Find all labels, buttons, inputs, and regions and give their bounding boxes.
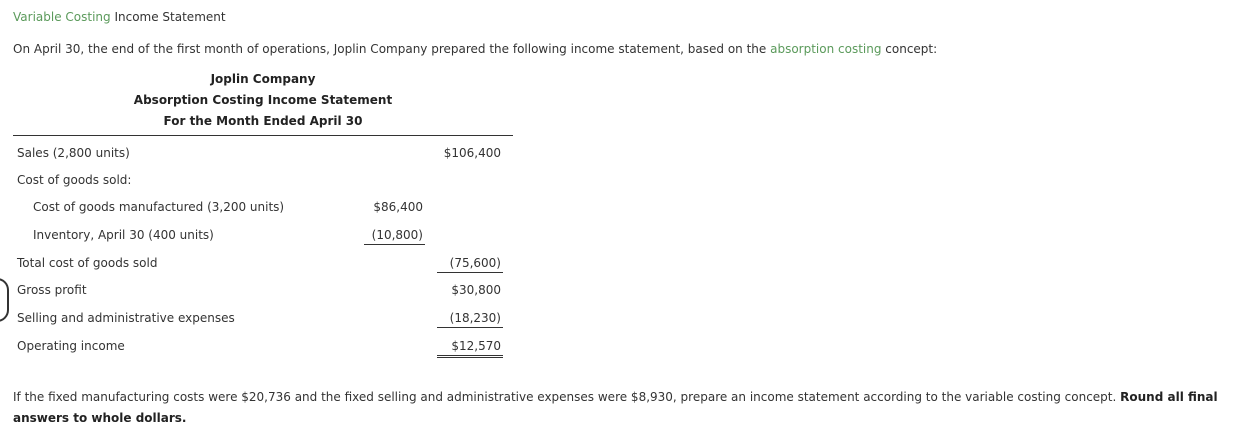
- row-inventory: [13, 224, 513, 246]
- row-label: Total cost of goods sold: [17, 256, 158, 270]
- row-sales: [13, 142, 513, 164]
- section-heading: [13, 10, 226, 24]
- row-cogm: [13, 196, 513, 218]
- row-label: Sales (2,800 units): [17, 146, 130, 160]
- row-col2: $30,800: [451, 283, 501, 297]
- edge-bracket: [0, 278, 9, 322]
- row-selling-admin: [13, 307, 513, 329]
- absorption-costing-link[interactable]: absorption costing: [770, 42, 882, 56]
- row-total-cogs: [13, 252, 513, 274]
- row-col1: $86,400: [373, 200, 423, 214]
- row-label: Cost of goods manufactured (3,200 units): [33, 200, 285, 214]
- row-col2: (75,600): [449, 256, 501, 270]
- inventory-underline: [364, 244, 425, 245]
- instructions-text: If the fixed manufacturing costs were $20,736 and the fixed selling and administrative expenses were $8,930, prepare an income statement according to the variable costing concept.: [13, 390, 1121, 404]
- variable-costing-link[interactable]: Variable Costing: [13, 10, 111, 24]
- row-label: Gross profit: [17, 283, 87, 297]
- row-label: Operating income: [17, 339, 125, 353]
- row-col2: (18,230): [449, 311, 501, 325]
- heading-suffix: Income Statement: [110, 10, 226, 24]
- company-name: Joplin Company: [210, 72, 316, 86]
- intro-text-before: On April 30, the end of the first month of operations, Joplin Company prepared the following income statement, based on the: [13, 42, 771, 56]
- instructions-bold: Round all final answers to whole dollars.: [13, 390, 1218, 425]
- row-col2: $12,570: [451, 339, 501, 353]
- instructions-paragraph: [13, 387, 1228, 429]
- intro-paragraph: [13, 42, 937, 56]
- row-label: Selling and administrative expenses: [17, 311, 235, 325]
- total-cogs-underline: [437, 272, 503, 273]
- selling-admin-underline: [437, 327, 503, 328]
- statement-title: Absorption Costing Income Statement: [133, 93, 393, 107]
- intro-text-after: concept:: [881, 42, 938, 56]
- row-gross-profit: [13, 279, 513, 301]
- row-label: Cost of goods sold:: [17, 173, 132, 187]
- statement-period: For the Month Ended April 30: [163, 114, 363, 128]
- header-rule: [13, 135, 513, 136]
- operating-income-double-underline: [437, 355, 503, 358]
- row-cogs-heading: [13, 169, 513, 191]
- row-operating-income: [13, 335, 513, 357]
- statement-header: [13, 71, 513, 134]
- row-label: Inventory, April 30 (400 units): [33, 228, 214, 242]
- row-col2: $106,400: [443, 146, 501, 160]
- row-col1: (10,800): [371, 228, 423, 242]
